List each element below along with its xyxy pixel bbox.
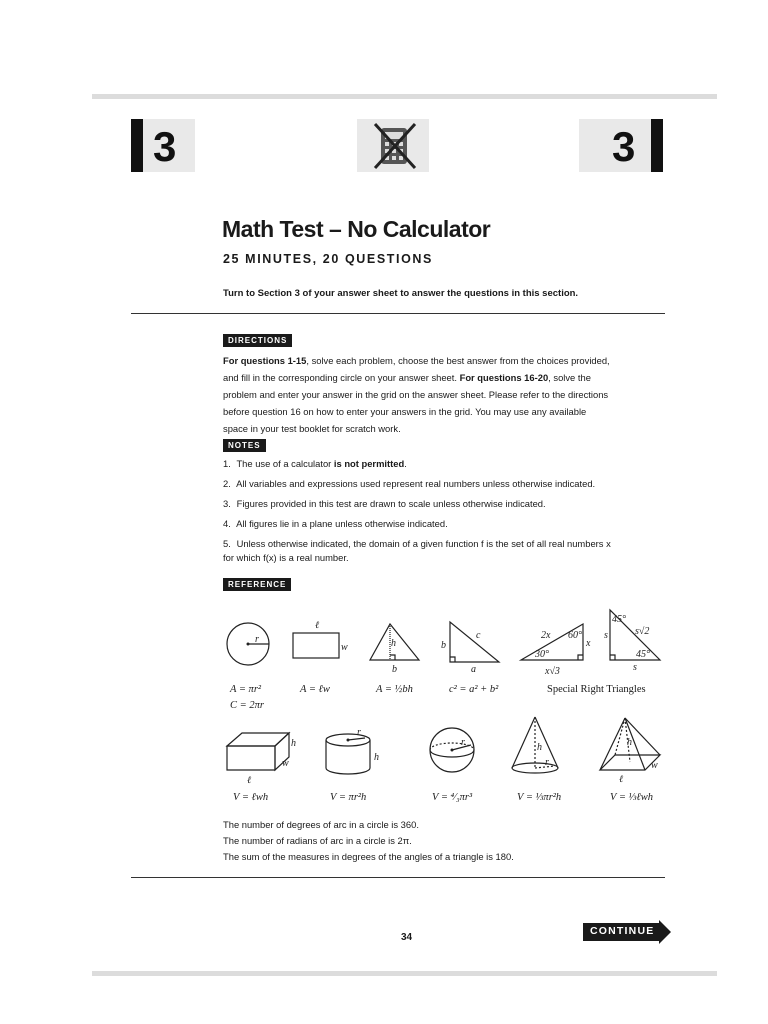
page-title: Math Test – No Calculator [222,216,491,242]
svg-text:45°: 45° [612,614,626,625]
svg-text:r: r [255,634,259,645]
rectangle-figure [293,633,339,658]
reference-figures [215,600,675,820]
section-marker-left [131,119,195,172]
svg-text:x: x [586,638,591,649]
svg-text:h: h [537,742,542,753]
section-number-right: 3 [612,123,636,170]
special-right-triangles-label: Special Right Triangles [547,684,646,695]
directions-q1-text: , solve each problem, choose the best answer from the choices provided, and fill in the corresponding circle on your answer sheet. [223,355,610,383]
svg-text:30°: 30° [535,649,549,660]
svg-text:w: w [651,760,658,771]
formula-circle-circumference: C = 2πr [230,700,264,711]
directions-section [223,330,292,348]
formula-cylinder-volume: V = πr²h [330,792,367,803]
formula-cone-volume: V = ⅓πr²h [517,792,562,803]
directions-q1-bold: For questions 1-15 [223,355,307,366]
formula-pyramid-volume: V = ⅓ℓwh [610,792,654,803]
svg-text:s√2: s√2 [635,626,650,637]
reference-fact: The sum of the measures in degrees of the angles of a triangle is 180. [223,851,514,862]
top-rule [131,313,665,314]
svg-text:45°: 45° [636,649,650,660]
formula-pythagorean: c² = a² + b² [449,684,499,695]
box-figure [227,733,289,770]
svg-text:r: r [357,727,361,738]
note-item: 5. Unless otherwise indicated, the domain of a given function f is the set of all real numbers x for which f(x) is a real number. [223,538,611,563]
svg-text:a: a [471,664,476,675]
svg-text:2x: 2x [541,630,551,641]
directions-q2-bold: For questions 16-20 [459,372,549,383]
formula-circle-area: A = πr² [230,684,262,695]
reference-fact: The number of degrees of arc in a circle is 360. [223,819,419,830]
svg-text:60°: 60° [568,630,582,641]
svg-text:w: w [341,642,348,653]
note-item: 2. All variables and expressions used represent real numbers unless otherwise indicated. [223,478,596,489]
formula-rectangle-area: A = ℓw [300,684,330,695]
svg-text:ℓ: ℓ [315,620,320,631]
svg-text:r: r [545,757,549,768]
svg-text:r: r [461,737,465,748]
svg-text:c: c [476,630,481,641]
svg-text:x√3: x√3 [545,666,560,677]
no-calculator-badge [357,119,429,172]
section-number-left: 3 [153,123,177,170]
formula-triangle-area: A = ½bh [376,684,413,695]
page-subtitle: 25 MINUTES, 20 QUESTIONS [223,252,433,266]
svg-text:ℓ: ℓ [247,775,252,786]
svg-text:s: s [633,662,637,673]
svg-text:s: s [604,630,608,641]
right-triangle-figure [450,622,499,662]
top-divider-band [92,94,717,99]
notes-section [223,435,266,453]
cone-figure [512,717,558,773]
notes-tag: NOTES [223,439,266,452]
page-number: 34 [401,932,413,943]
reference-tag: REFERENCE [223,578,291,591]
reference-section [223,574,291,592]
reference-fact: The number of radians of arc in a circle is 2π. [223,835,412,846]
title-block [222,216,490,243]
svg-text:b: b [441,640,446,651]
note-item: 1. The use of a calculator is not permitted. [223,458,407,469]
svg-text:ℓ: ℓ [619,774,624,785]
formula-box-volume: V = ℓwh [233,792,269,803]
note-item: 3. Figures provided in this test are drawn to scale unless otherwise indicated. [223,498,546,509]
intro-instruction: Turn to Section 3 of your answer sheet to answer the questions in this section. [223,288,579,299]
directions-q2-text: , solve the problem and enter your answer in the grid on the answer sheet. Please refer to the directions before question 16 on how to enter your answers in the grid. You may use any available space in your test booklet for scratch work. [223,372,609,434]
formula-sphere-volume: V = ⁴⁄₃πr³ [432,792,473,803]
svg-text:h: h [627,737,632,748]
directions-text [223,352,613,437]
continue-button[interactable] [583,920,671,944]
svg-text:h: h [291,738,296,749]
no-calculator-icon [357,119,429,172]
continue-label: CONTINUE [590,925,655,937]
svg-text:w: w [282,758,289,769]
note-item: 4. All figures lie in a plane unless otherwise indicated. [223,518,448,529]
section-marker-right [579,119,663,172]
directions-tag: DIRECTIONS [223,334,292,347]
svg-text:b: b [392,664,397,675]
svg-text:h: h [391,638,396,649]
svg-text:h: h [374,752,379,763]
bottom-divider-band [92,971,717,976]
bottom-rule [131,877,665,878]
